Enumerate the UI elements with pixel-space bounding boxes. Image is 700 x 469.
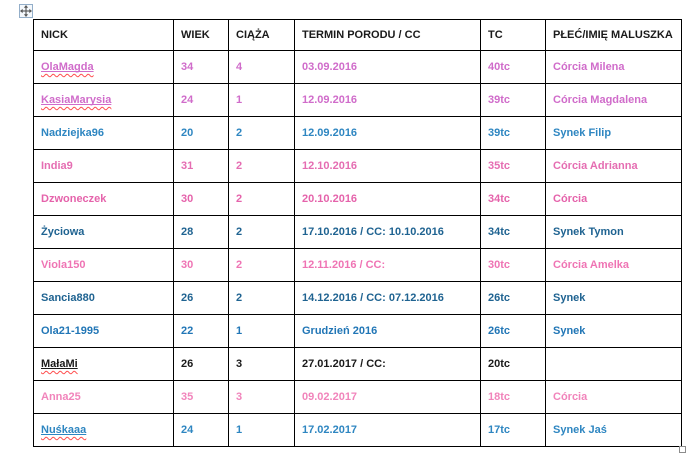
tc-cell[interactable]: 40tc [481, 51, 546, 84]
wiek-cell[interactable]: 24 [174, 84, 229, 117]
table-row [34, 150, 682, 183]
nick-text: Ola21-1995 [41, 324, 100, 337]
wiek-cell[interactable]: 20 [174, 117, 229, 150]
nick-wrap [41, 94, 111, 106]
table-row [34, 216, 682, 249]
nick-cell[interactable] [34, 414, 174, 447]
col-header-termin[interactable]: TERMIN PORODU / CC [295, 20, 481, 51]
nick-cell[interactable] [34, 216, 174, 249]
tc-cell[interactable]: 39tc [481, 117, 546, 150]
col-header-plec[interactable]: PŁEĆ/IMIĘ MALUSZKA [546, 20, 682, 51]
nick-wrap [41, 160, 73, 172]
nick-text: Nuśkaaa [41, 423, 87, 436]
ciaza-cell[interactable]: 2 [229, 282, 295, 315]
ciaza-cell[interactable]: 4 [229, 51, 295, 84]
ciaza-cell[interactable]: 2 [229, 249, 295, 282]
nick-wrap [41, 358, 78, 370]
wiek-cell[interactable]: 26 [174, 348, 229, 381]
nick-text: Sancia880 [41, 291, 95, 304]
ciaza-cell[interactable]: 2 [229, 183, 295, 216]
termin-cell[interactable]: 12.09.2016 [295, 117, 481, 150]
plec-cell[interactable]: Córcia Amelka [546, 249, 682, 282]
ciaza-cell[interactable]: 2 [229, 117, 295, 150]
plec-cell[interactable]: Córcia [546, 381, 682, 414]
nick-cell[interactable] [34, 117, 174, 150]
ciaza-cell[interactable]: 1 [229, 414, 295, 447]
nick-cell[interactable] [34, 348, 174, 381]
wiek-cell[interactable]: 30 [174, 183, 229, 216]
termin-cell[interactable]: 12.11.2016 / CC: [295, 249, 481, 282]
nick-text: Nadziejka96 [41, 126, 104, 139]
nick-text: MałaMi [41, 357, 78, 370]
table-row [34, 84, 682, 117]
nick-cell[interactable] [34, 150, 174, 183]
nick-wrap [41, 193, 106, 205]
termin-cell[interactable]: 12.10.2016 [295, 150, 481, 183]
nick-cell[interactable] [34, 282, 174, 315]
plec-cell[interactable]: Synek Filip [546, 117, 682, 150]
wiek-cell[interactable]: 30 [174, 249, 229, 282]
tc-cell[interactable]: 17tc [481, 414, 546, 447]
termin-cell[interactable]: 09.02.2017 [295, 381, 481, 414]
ciaza-cell[interactable]: 1 [229, 315, 295, 348]
nick-wrap [41, 391, 81, 403]
ciaza-cell[interactable]: 2 [229, 216, 295, 249]
plec-cell[interactable]: Synek Tymon [546, 216, 682, 249]
termin-cell[interactable]: 17.10.2016 / CC: 10.10.2016 [295, 216, 481, 249]
table-resize-handle[interactable] [679, 446, 686, 453]
wiek-cell[interactable]: 22 [174, 315, 229, 348]
table-row [34, 51, 682, 84]
nick-text: Dzwoneczek [41, 192, 107, 205]
nick-wrap [41, 424, 86, 436]
nick-cell[interactable] [34, 381, 174, 414]
nick-wrap [41, 61, 94, 73]
table-row [34, 414, 682, 447]
wiek-cell[interactable]: 31 [174, 150, 229, 183]
nick-cell[interactable] [34, 249, 174, 282]
nick-wrap [41, 292, 95, 304]
wiek-cell[interactable]: 35 [174, 381, 229, 414]
plec-cell[interactable]: Córcia Magdalena [546, 84, 682, 117]
tc-cell[interactable]: 39tc [481, 84, 546, 117]
tc-cell[interactable]: 26tc [481, 282, 546, 315]
tc-cell[interactable]: 34tc [481, 216, 546, 249]
nick-text: Anna25 [41, 390, 81, 403]
col-header-ciaza[interactable]: CIĄŻA [229, 20, 295, 51]
termin-cell[interactable]: 20.10.2016 [295, 183, 481, 216]
col-header-wiek[interactable]: WIEK [174, 20, 229, 51]
nick-cell[interactable] [34, 84, 174, 117]
move-cross-icon [20, 5, 32, 17]
plec-cell[interactable]: Córcia Milena [546, 51, 682, 84]
tc-cell[interactable]: 26tc [481, 315, 546, 348]
termin-cell[interactable]: 12.09.2016 [295, 84, 481, 117]
nick-wrap [41, 127, 104, 139]
plec-cell[interactable]: Synek [546, 282, 682, 315]
nick-text: KasiaMarysia [41, 93, 112, 106]
table-row [34, 315, 682, 348]
nick-cell[interactable] [34, 51, 174, 84]
table-row [34, 282, 682, 315]
table-row [34, 117, 682, 150]
col-header-nick[interactable]: NICK [34, 20, 174, 51]
nick-text: Życiowa [41, 225, 85, 238]
babies-table [33, 19, 682, 447]
wiek-cell[interactable]: 24 [174, 414, 229, 447]
table-row [34, 381, 682, 414]
tc-cell[interactable]: 18tc [481, 381, 546, 414]
termin-cell[interactable]: 14.12.2016 / CC: 07.12.2016 [295, 282, 481, 315]
plec-cell[interactable]: Synek Jaś [546, 414, 682, 447]
ciaza-cell[interactable]: 1 [229, 84, 295, 117]
tc-cell[interactable]: 30tc [481, 249, 546, 282]
tc-cell[interactable]: 35tc [481, 150, 546, 183]
plec-cell[interactable]: Córcia Adrianna [546, 150, 682, 183]
nick-text: Viola150 [41, 258, 86, 271]
nick-text: OlaMagda [41, 60, 94, 73]
wiek-cell[interactable]: 34 [174, 51, 229, 84]
nick-cell[interactable] [34, 315, 174, 348]
nick-cell[interactable] [34, 183, 174, 216]
header-row [34, 20, 682, 51]
wiek-cell[interactable]: 26 [174, 282, 229, 315]
plec-cell[interactable]: Córcia [546, 183, 682, 216]
tc-cell[interactable]: 34tc [481, 183, 546, 216]
ciaza-cell[interactable]: 3 [229, 348, 295, 381]
termin-cell[interactable]: 03.09.2016 [295, 51, 481, 84]
termin-cell[interactable]: Grudzień 2016 [295, 315, 481, 348]
termin-cell[interactable]: 17.02.2017 [295, 414, 481, 447]
nick-wrap [41, 325, 99, 337]
wiek-cell[interactable]: 28 [174, 216, 229, 249]
table-row [34, 348, 682, 381]
nick-text: India9 [41, 159, 73, 172]
table-row [34, 183, 682, 216]
termin-cell[interactable]: 27.01.2017 / CC: [295, 348, 481, 381]
ciaza-cell[interactable]: 3 [229, 381, 295, 414]
plec-cell[interactable] [546, 348, 682, 381]
plec-cell[interactable]: Synek [546, 315, 682, 348]
table-row [34, 249, 682, 282]
ciaza-cell[interactable]: 2 [229, 150, 295, 183]
table-move-handle[interactable] [19, 4, 33, 18]
nick-wrap [41, 259, 85, 271]
col-header-tc[interactable]: TC [481, 20, 546, 51]
nick-wrap [41, 226, 84, 238]
tc-cell[interactable]: 20tc [481, 348, 546, 381]
